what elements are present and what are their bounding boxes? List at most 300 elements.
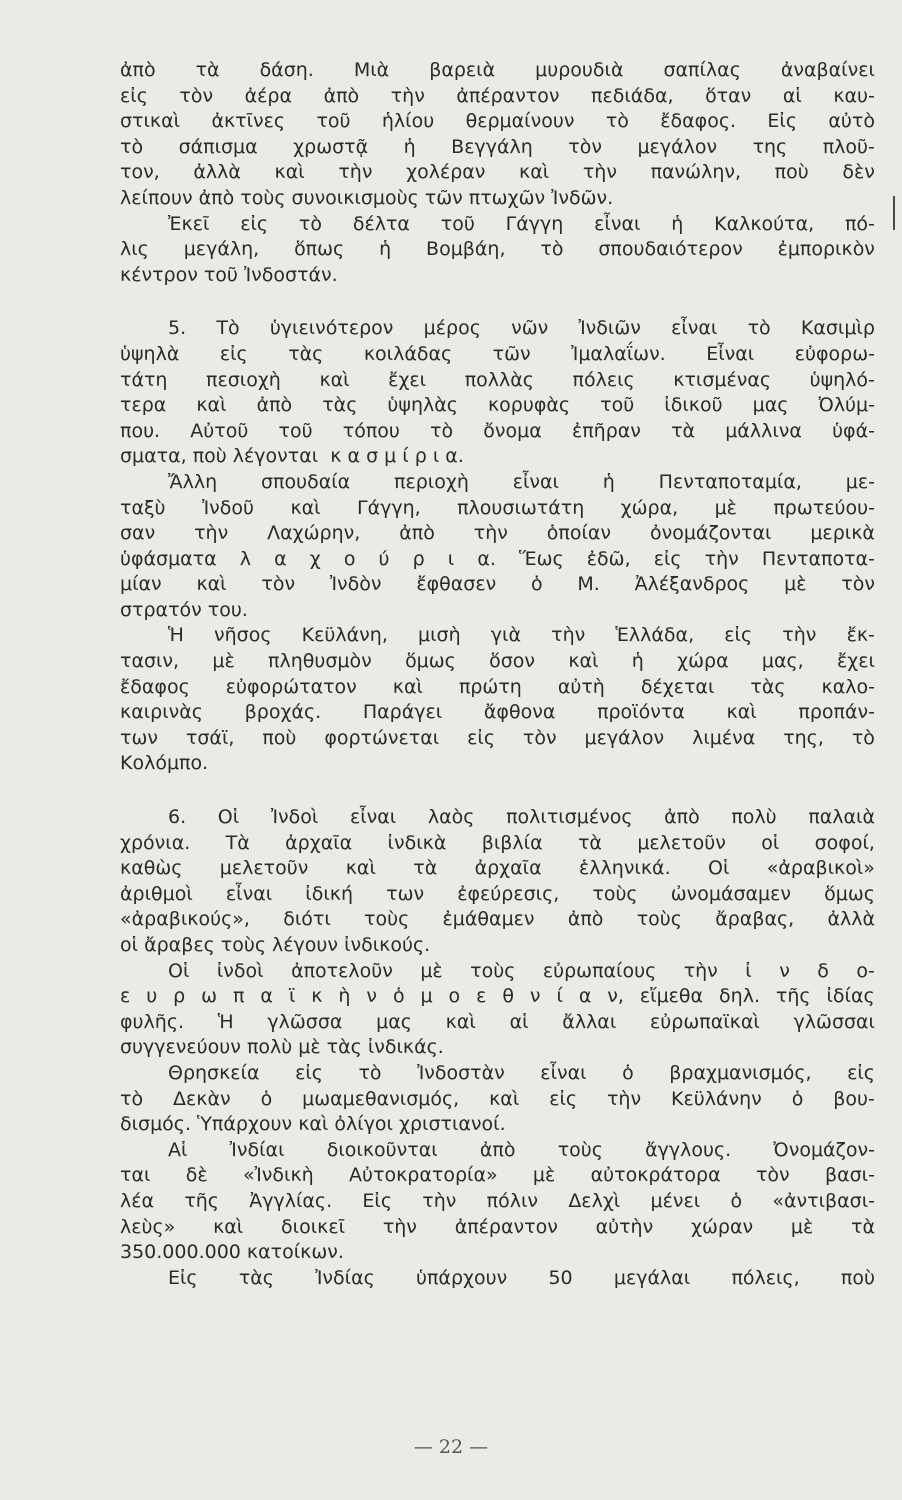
word: ποὺ: [774, 161, 809, 184]
word: τὸ: [298, 212, 322, 235]
word: π: [233, 985, 245, 1008]
word: καὶ: [568, 650, 599, 673]
word: ἄγγλους.: [645, 1138, 732, 1161]
word: ἐφεύρεσις,: [457, 882, 560, 905]
word: ὠνομάσαμεν: [670, 882, 792, 905]
text-line: λείπουν ἀπὸ τοὺς συνοικισμοὺς τῶν πτωχῶν Ἰνδῶν.: [120, 186, 614, 209]
word: ἰ: [745, 959, 752, 982]
word: κ: [311, 985, 323, 1008]
word: ἰδικοῦ: [664, 394, 723, 417]
word: κοιλάδας: [363, 342, 453, 365]
text-line: [120, 470, 875, 496]
word: ν: [529, 985, 541, 1008]
word: δέλτα: [352, 212, 410, 235]
word: μὲ: [714, 496, 737, 519]
text-line: [120, 419, 875, 445]
word: φυλῆς.: [120, 1010, 185, 1033]
word: Οἱ: [708, 857, 730, 880]
word: δέχεται: [640, 675, 715, 698]
word: ἑλληνικά.: [579, 857, 671, 880]
text-line: Κολόμπο.: [120, 752, 209, 775]
word: Ἰνδὸν: [329, 573, 382, 596]
word: ἡ: [671, 212, 684, 235]
text-line: [120, 84, 875, 110]
word: ἐπῆραν: [571, 419, 641, 442]
text-line: [120, 700, 875, 726]
word: πολιτισμένος: [506, 806, 633, 829]
word: σπουδαία: [260, 470, 351, 493]
word: ι: [447, 547, 455, 570]
word: 5.: [168, 317, 187, 340]
text-line: [120, 1138, 875, 1164]
word: ἀπέραντον: [454, 1215, 558, 1238]
word: τερα: [120, 394, 167, 417]
word: ἡ: [631, 650, 644, 673]
word: τσάϊ,: [185, 726, 235, 749]
word: μερικὰ: [810, 522, 875, 545]
word: σαν: [120, 522, 156, 545]
text-line: [120, 572, 875, 598]
word: εἶναι: [349, 806, 397, 829]
word: της: [752, 135, 788, 158]
word: τὰ: [195, 59, 220, 81]
word: διοικοῦνται: [326, 1138, 438, 1161]
word: χρόνια.: [120, 831, 191, 854]
word: ἀποτελοῦν: [291, 959, 393, 982]
word: αὐτὴν: [595, 1215, 654, 1238]
word: εἰς: [724, 624, 753, 647]
word: ἀλλὰ: [193, 161, 241, 184]
word: βραχμανισμός,: [669, 1061, 812, 1084]
word: δηλ.: [719, 985, 760, 1008]
word: τὸν: [179, 84, 214, 107]
word: ἔδαφος.: [660, 110, 737, 133]
word: τὴν: [382, 1215, 417, 1238]
word: ο: [448, 985, 461, 1008]
word: πεδιάδα,: [591, 84, 674, 107]
word: τὰ: [577, 831, 602, 854]
word: Ὀλύμ-: [818, 394, 875, 417]
word: διοικεῖ: [281, 1215, 346, 1238]
word: ποὺ: [840, 1266, 875, 1289]
text-line: [120, 521, 875, 547]
word: εἰς: [549, 1087, 578, 1110]
word: των: [120, 726, 158, 749]
word: ω: [201, 985, 218, 1008]
word: γλῶσσαι: [793, 1010, 875, 1033]
word: εἶναι: [594, 212, 641, 235]
word: ὅμως: [824, 882, 875, 905]
margin-mark: [893, 196, 895, 230]
text-line: [120, 237, 875, 263]
word: πόλεις: [572, 368, 635, 391]
word: αὐτὸ: [828, 110, 875, 133]
word: πόλεις,: [731, 1266, 800, 1289]
word: εἶναι: [540, 1061, 587, 1084]
word: μας: [376, 1010, 412, 1033]
word: Δελχὶ: [568, 1189, 621, 1212]
word: ἀπὸ: [567, 908, 604, 931]
word: ρ: [173, 985, 186, 1008]
word: τὴν: [473, 522, 508, 545]
word: στικαὶ: [120, 110, 181, 133]
text-line: [120, 1087, 875, 1113]
word: Ἰνδοῦ: [201, 496, 255, 519]
text-line: [120, 1266, 875, 1292]
word: ἀλλὰ: [827, 908, 875, 931]
word: ὅσον: [489, 650, 536, 673]
word: Τὸ: [216, 317, 240, 340]
word: ἡ: [403, 135, 416, 158]
word: Ἡ: [168, 624, 184, 647]
word: Ἰνδοὶ: [270, 806, 319, 829]
word: βου-: [833, 1087, 875, 1110]
word: καὶ: [274, 161, 305, 184]
word: μας,: [761, 650, 804, 673]
word: εἶναι: [671, 317, 718, 340]
word: δ: [817, 959, 829, 982]
word: ἀπὸ: [664, 806, 700, 829]
text-line: σματα, ποὺ λέγονται κ α σ μ ί ρ ι α.: [120, 445, 464, 468]
word: τῆς: [775, 985, 811, 1008]
word: μεγάλαι: [613, 1266, 691, 1289]
word: καὶ: [290, 496, 321, 519]
word: ε: [476, 985, 487, 1008]
word: με-: [845, 470, 875, 493]
word: Εἰς: [767, 110, 798, 133]
word: Παράγει: [362, 701, 443, 724]
word: αἱ: [782, 84, 802, 107]
word: τὴν: [422, 1189, 457, 1212]
word: τοῦ: [600, 394, 635, 417]
text-line: [120, 368, 875, 394]
word: εἰς: [240, 212, 269, 235]
word: τὸ: [120, 1087, 144, 1110]
word: πό-: [844, 212, 875, 235]
word: ται: [120, 1164, 151, 1187]
text-line: 350.000.000 κατοίκων.: [120, 1241, 344, 1264]
text-line: [120, 984, 875, 1010]
word: Ἰνδίας: [315, 1266, 375, 1289]
word: α: [274, 547, 287, 570]
word: γιὰ: [490, 624, 521, 647]
text-line: [120, 623, 875, 649]
text-line: [120, 649, 875, 675]
word: Θρησκεία: [168, 1061, 260, 1084]
word: χρωστᾷ: [293, 135, 369, 158]
word: τὴν: [782, 624, 817, 647]
word: ἔδαφος: [120, 675, 190, 698]
word: θ: [502, 985, 514, 1008]
text-line: [120, 907, 875, 933]
word: χ: [309, 547, 321, 570]
word: ὅπως: [294, 238, 345, 261]
word: ν: [779, 959, 790, 982]
word: εἶναι: [512, 470, 559, 493]
word: μελετοῦν: [219, 857, 309, 880]
word: Ἀγγλίας.: [249, 1189, 333, 1212]
word: μεγάλον: [637, 135, 718, 158]
word: Κεϋλάνη,: [301, 624, 388, 647]
word: τὸ: [358, 1061, 382, 1084]
word: ἡ: [379, 238, 392, 261]
word: ἔκ-: [846, 624, 875, 647]
text-line: στρατόν του.: [120, 598, 248, 621]
word: τόπου: [342, 419, 400, 442]
word: πλοῦ-: [822, 135, 875, 158]
word: ὁ: [392, 985, 405, 1008]
text-line: [120, 109, 875, 135]
word: βαρειὰ: [429, 59, 496, 81]
word: καὶ: [213, 1215, 244, 1238]
word: ἀριθμοὶ: [120, 882, 193, 905]
word: τὴν: [704, 547, 739, 570]
word: τὰ: [671, 419, 696, 442]
word: ρ: [412, 547, 425, 570]
word: τοῦ: [440, 212, 475, 235]
word: διότι: [283, 908, 331, 931]
word: τοὺς: [364, 908, 410, 931]
word: τὸν: [522, 726, 557, 749]
word: αὐτὴ: [557, 675, 605, 698]
word: πληθυσμὸν: [268, 650, 372, 673]
word: τὴν: [390, 84, 425, 107]
word: ποὺ: [262, 726, 297, 749]
word: Οἱ: [217, 806, 240, 829]
word: χώραν: [691, 1215, 754, 1238]
word: ὀνομάζονται: [649, 522, 772, 545]
word: της,: [783, 726, 824, 749]
word: αἱ: [509, 1010, 529, 1033]
word: ο: [343, 547, 356, 570]
word: ἀρχαῖα: [285, 831, 353, 854]
text-line: [120, 1163, 875, 1189]
word: τὴν: [582, 161, 617, 184]
word: ὑψηλό-: [809, 368, 875, 391]
word: α: [260, 985, 273, 1008]
word: ὅταν: [705, 84, 752, 107]
word: ἔχει: [388, 368, 427, 391]
word: ὑφάσματα: [120, 547, 217, 570]
word: μάλλινα: [725, 419, 802, 442]
word: ἀπὸ: [323, 84, 360, 107]
text-line: συγγενεύουν πολὺ μὲ τὰς ἰνδικάς.: [120, 1036, 444, 1059]
word: ἐμπορικὸν: [777, 238, 875, 261]
word: Αὐτοῦ: [190, 419, 249, 442]
word: τον,: [120, 161, 160, 184]
word: λαὸς: [427, 806, 475, 829]
text-line: [120, 160, 875, 186]
word: καὶ: [345, 857, 376, 880]
word: λις: [120, 238, 149, 261]
word: θερμαίνουν: [465, 110, 575, 133]
word: ὁ: [622, 1061, 634, 1084]
word: ο-: [856, 959, 875, 982]
word: ύ: [378, 547, 390, 570]
word: τὰς: [322, 394, 358, 417]
word: τὴν: [606, 1087, 642, 1110]
word: πολὺ: [731, 806, 777, 829]
word: Βεγγάλη: [451, 135, 533, 158]
word: ἀπὸ: [256, 394, 293, 417]
word: καὶ: [319, 368, 350, 391]
word: τοῦ: [278, 419, 313, 442]
word: λεὺς»: [120, 1215, 176, 1238]
word: ἐμάθαμεν: [442, 908, 535, 931]
text-line: δισμός. Ὑπάρχουν καὶ ὀλίγοι χριστιανοί.: [120, 1113, 506, 1136]
word: μὲ: [212, 650, 235, 673]
word: πόλιν: [486, 1189, 539, 1212]
word: τὸν: [755, 1164, 790, 1187]
word: τὴν: [683, 959, 718, 982]
word: μας: [752, 394, 789, 417]
word: τὰς: [750, 675, 786, 698]
word: τὰς: [288, 342, 324, 365]
word: τοὺς: [470, 959, 516, 982]
word: τὴν: [194, 522, 229, 545]
text-line: [120, 393, 875, 419]
word: τὸν: [841, 573, 875, 596]
word: ἀπὸ: [479, 1138, 516, 1161]
word: εἰς: [120, 84, 148, 107]
word: τὸν: [568, 135, 602, 158]
word: ἰδίας: [826, 985, 875, 1008]
word: τὴν: [338, 161, 373, 184]
word: α: [578, 985, 592, 1008]
word: τὸ: [605, 110, 629, 133]
word: Αὐτοκρατορία»: [349, 1164, 498, 1187]
word: Πενταποταμία,: [658, 470, 802, 493]
word: Βομβάη,: [426, 238, 506, 261]
word: ϊ: [288, 985, 296, 1008]
word: τοῦ: [316, 110, 351, 133]
word: χώρα: [677, 650, 729, 673]
word: ἡλίου: [381, 110, 435, 133]
word: σοφοί,: [814, 831, 875, 854]
text-line: [120, 342, 875, 368]
word: δὲ: [185, 1164, 208, 1187]
word: ὑψηλὰς: [387, 394, 458, 417]
word: ἀκτῖνες: [211, 110, 286, 133]
word: ὴ: [338, 985, 351, 1008]
word: φορτώνεται: [324, 726, 440, 749]
word: μέρος: [423, 317, 481, 340]
word: ν,: [607, 985, 624, 1008]
word: Ἰμαλαΐων.: [571, 342, 666, 365]
text-line: [120, 1061, 875, 1087]
word: ὑπάρχουν: [415, 1266, 508, 1289]
word: ἰνδοὶ: [216, 959, 264, 982]
word: Ἀλέξανδρος: [634, 573, 750, 596]
word: ἔφθασεν: [416, 573, 497, 596]
word: α.: [477, 547, 496, 570]
word: τῆς: [184, 1189, 219, 1212]
word: καυ-: [833, 84, 875, 107]
word: εὐρωπαίους: [542, 959, 657, 982]
word: κτισμένας: [673, 368, 772, 391]
word: εἰς: [847, 1061, 875, 1084]
text-line: [120, 1010, 875, 1036]
word: τῶν: [492, 342, 531, 365]
word: τοὺς: [636, 908, 682, 931]
word: καλο-: [821, 675, 875, 698]
text-line: [120, 856, 875, 882]
word: ἰδική: [305, 882, 354, 905]
word: ἀναβαίνει: [780, 59, 875, 81]
word: εἰς: [653, 547, 682, 570]
word: ἄραβας,: [715, 908, 795, 931]
word: τὰ: [851, 1215, 875, 1238]
text-line: [120, 882, 875, 908]
word: Εἰς: [168, 1266, 198, 1289]
word: μεγάλη,: [183, 238, 260, 261]
word: εὐρωπαϊκαὶ: [650, 1010, 760, 1033]
word: ὁποίαν: [546, 522, 612, 545]
word: τασιν,: [120, 650, 180, 673]
word: μίαν: [120, 573, 162, 596]
word: «ἀραβικοὶ»: [766, 857, 875, 880]
word: «ἀραβικούς»,: [120, 908, 250, 931]
word: ἄφθονα: [483, 701, 556, 724]
word: τὸ: [540, 238, 564, 261]
word: Ἰνδίαι: [229, 1138, 285, 1161]
word: ὁ: [730, 1189, 743, 1212]
word: μὲ: [790, 1215, 814, 1238]
word: λέα: [120, 1189, 155, 1212]
text-line: [120, 58, 875, 84]
page-number: — 22 —: [413, 1436, 489, 1458]
word: ε: [120, 985, 131, 1008]
word: μελετοῦν: [637, 831, 726, 854]
word: εὐφορώτατον: [225, 675, 357, 698]
word: τὸ: [430, 419, 454, 442]
word: πανώλην,: [650, 161, 742, 184]
word: προϊόντα: [597, 701, 685, 724]
word: Γάγγη: [505, 212, 564, 235]
word: καὶ: [519, 161, 550, 184]
word: Ἑλλάδα,: [615, 624, 695, 647]
word: καὶ: [445, 1010, 476, 1033]
word: οἱ: [761, 831, 780, 854]
word: Ἰνδοστὰν: [417, 1061, 505, 1084]
word: Καλκούτα,: [714, 212, 815, 235]
word: Εἶναι: [706, 342, 755, 365]
text-line: [120, 212, 875, 238]
word: εἶναι: [225, 882, 273, 905]
word: Ἰνδιῶν: [578, 317, 641, 340]
word: σπουδαιότερον: [598, 238, 743, 261]
word: τὸν: [261, 573, 296, 596]
word: Ἡ: [217, 1010, 234, 1033]
word: δὲν: [842, 161, 875, 184]
word: ἐδῶ,: [586, 547, 631, 570]
word: Ὀνομάζον-: [773, 1138, 875, 1161]
word: εἰς: [295, 1061, 323, 1084]
word: σάπισμα: [178, 135, 258, 158]
word: εἰς: [219, 342, 248, 365]
word: καιρινὰς: [120, 701, 203, 724]
word: καὶ: [196, 573, 227, 596]
word: μένει: [650, 1189, 701, 1212]
text-line: [120, 547, 875, 573]
word: καὶ: [726, 701, 757, 724]
word: των: [386, 882, 425, 905]
word: πολλὰς: [464, 368, 534, 391]
word: πεσιοχὴ: [206, 368, 281, 391]
text-line: [120, 959, 875, 985]
word: μισὴ: [418, 624, 461, 647]
paragraph-gap: [120, 288, 875, 316]
